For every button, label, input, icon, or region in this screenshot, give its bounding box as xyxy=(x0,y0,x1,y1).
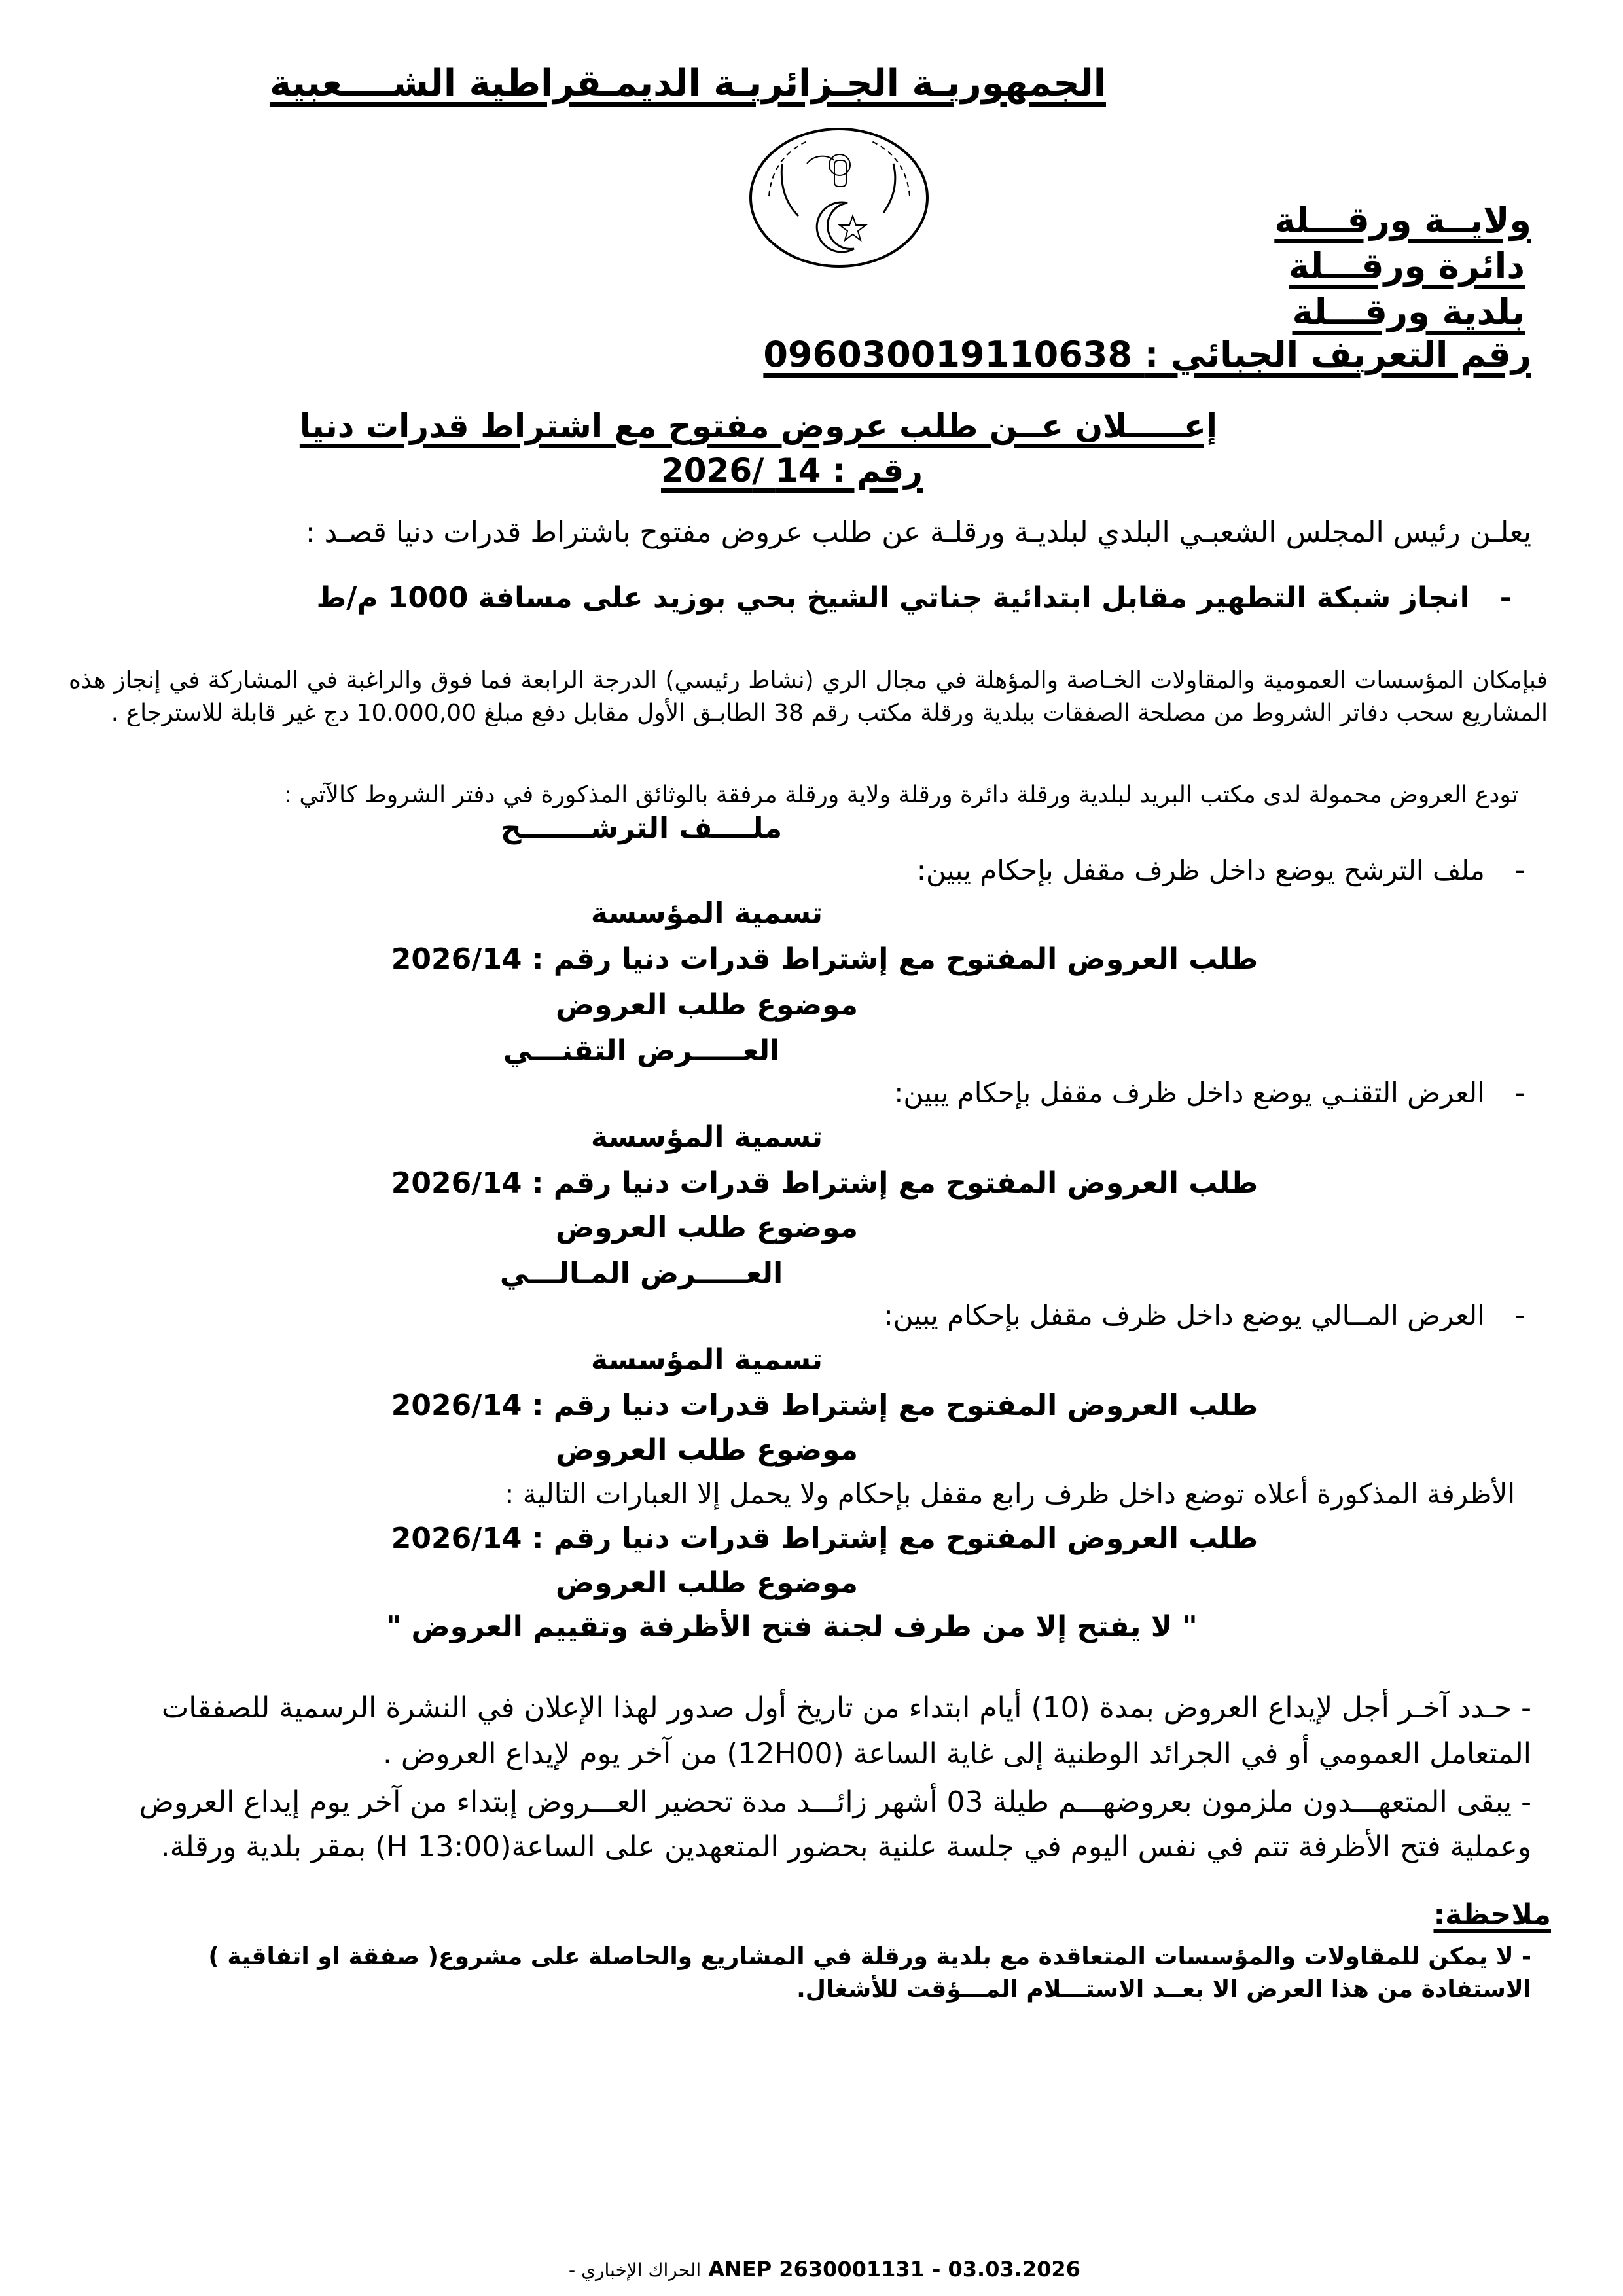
footer-source: - الحراك الإخباري xyxy=(569,2259,702,2281)
envelope-line: تسمية المؤسسة xyxy=(590,1343,823,1376)
wilaya-label: ولايــة ورقـــلة xyxy=(1274,200,1531,241)
algeria-state-emblem-icon xyxy=(743,124,936,272)
eligibility-paragraph: فبإمكان المؤسسات العمومية والمقاولات الخـاصة والمؤهلة في مجال الري (نشاط رئيسي) الدرجة الرابعة فما فوق والراغبة في المشاركة في إنجاز هذه المشاريع سحب دفاتر الشروط من مصلحة الصفقات ببلدية ورقلة مكتب رقم 38 الطابـق الأول مقابل دفع مبلغ 10.000,00 دج غير قابلة للاسترجاع . xyxy=(69,667,1548,726)
deadline-paragraph: - حـدد آخـر أجل لإيداع العروض بمدة (10) أيام ابتداء من تاريخ أول صدور لهذا الإعلان في النشرة الرسمية للصفقات المتعامل العمومي أو في الجرائد الوطنية إلى غاية الساعة (12H00) من آخر يوم لإيداع العروض . xyxy=(161,1691,1531,1770)
bullet-dash: - xyxy=(1499,581,1512,615)
note-title: ملاحظة: xyxy=(1433,1898,1551,1931)
envelope-line: تسمية المؤسسة xyxy=(590,897,823,930)
section-bullet-candidacy xyxy=(917,854,1525,886)
tax-id xyxy=(763,334,1531,375)
daira-label: دائرة ورقـــلة xyxy=(1289,245,1525,287)
republic-title: الجمهوريـة الجـزائريـة الديمـقراطية الشــــعبية xyxy=(269,62,1106,105)
outer-envelope-intro: الأظرفة المذكورة أعلاه توضع داخل ظرف رابع مقفل بإحكام ولا يحمل إلا العبارات التالية : xyxy=(505,1478,1515,1510)
announcement-number-label: رقم : xyxy=(832,452,923,490)
envelope-line: تسمية المؤسسة xyxy=(590,1121,823,1154)
project-item xyxy=(317,581,1512,615)
announcement-number-value: 14 /2026 xyxy=(661,452,821,490)
section-heading-technical: العـــــرض التقنـــي xyxy=(503,1034,780,1067)
envelope-line: طلب العروض المفتوح مع إشتراط قدرات دنيا رقم : 2026/14 xyxy=(391,1166,1258,1200)
envelope-line: موضوع طلب العروض xyxy=(556,988,858,1022)
tax-id-label: رقم التعريف الجبائي : xyxy=(1144,334,1531,375)
section-bullet-technical xyxy=(894,1077,1525,1109)
envelope-quote: " لا يفتح إلا من طرف لجنة فتح الأظرفة وتقييم العروض " xyxy=(386,1610,1198,1643)
envelope-line: طلب العروض المفتوح مع إشتراط قدرات دنيا رقم : 2026/14 xyxy=(391,1389,1258,1422)
envelope-line: موضوع طلب العروض xyxy=(556,1211,858,1244)
commitment-paragraph: - يبقى المتعهـــدون ملزمون بعروضهـــم طيلة 03 أشهر زائـــد مدة تحضير العـــروض إبتداء من آخر يوم إيداع العروض وعملية فتح الأظرفة تتم في نفس اليوم في جلسة علنية بحضور المتعهدين على الساعة(13:00 H) بمقر بلدية ورقلة. xyxy=(139,1785,1531,1863)
envelope-line: موضوع طلب العروض xyxy=(556,1433,858,1467)
footer-reference xyxy=(497,2257,1152,2282)
submission-paragraph: تودع العروض محمولة لدى مكتب البريد لبلدية ورقلة دائرة ورقلة ولاية ورقلة مرفقة بالوثائق المذكورة في دفتر الشروط كالآتي : xyxy=(283,781,1518,808)
bullet-dash: - xyxy=(1514,1077,1525,1109)
bullet-dash: - xyxy=(1514,854,1525,886)
tax-id-value: 096030019110638 xyxy=(763,334,1132,375)
section-heading-financial: العـــــرض المـالـــي xyxy=(499,1257,783,1290)
section-bullet-financial xyxy=(884,1299,1525,1331)
announcement-number xyxy=(654,452,929,490)
bullet-dash: - xyxy=(1514,1299,1525,1331)
project-text: انجاز شبكة التطهير مقابل ابتدائية جناتي الشيخ بحي بوزيد على مسافة 1000 م/ط xyxy=(316,581,1470,615)
envelope-line: موضوع طلب العروض xyxy=(556,1566,858,1600)
envelope-line: طلب العروض المفتوح مع إشتراط قدرات دنيا رقم : 2026/14 xyxy=(391,1522,1258,1555)
baladia-label: بلدية ورقـــلة xyxy=(1292,291,1525,332)
section-heading-candidacy: ملــــف الترشـــــــح xyxy=(500,812,783,845)
announcement-title: إعـــــلان عــن طلب عروض مفتوح مع اشتراط قدرات دنيا xyxy=(299,407,1217,445)
bullet-text: ملف الترشح يوضع داخل ظرف مقفل بإحكام يبين: xyxy=(916,854,1485,886)
intro-text: يعلـن رئيس المجلس الشعبـي البلدي لبلديـة ورقلـة عن طلب عروض مفتوح باشتراط قدرات دنيا قصـد : xyxy=(305,516,1531,549)
bullet-text: العرض التقنـي يوضع داخل ظرف مقفل بإحكام يبين: xyxy=(894,1077,1485,1109)
bullet-text: العرض المــالي يوضع داخل ظرف مقفل بإحكام يبين: xyxy=(883,1299,1485,1331)
envelope-line: طلب العروض المفتوح مع إشتراط قدرات دنيا رقم : 2026/14 xyxy=(391,942,1258,976)
footer-anep-ref: ANEP 2630001131 - 03.03.2026 xyxy=(708,2257,1080,2282)
note-body: - لا يمكن للمقاولات والمؤسسات المتعاقدة مع بلدية ورقلة في المشاريع والحاصلة على مشروع( صفقة او اتفاقية ) الاستفادة من هذا العرض الا بعــد الاستـــلام المـــؤقت للأشغال. xyxy=(208,1943,1531,2003)
